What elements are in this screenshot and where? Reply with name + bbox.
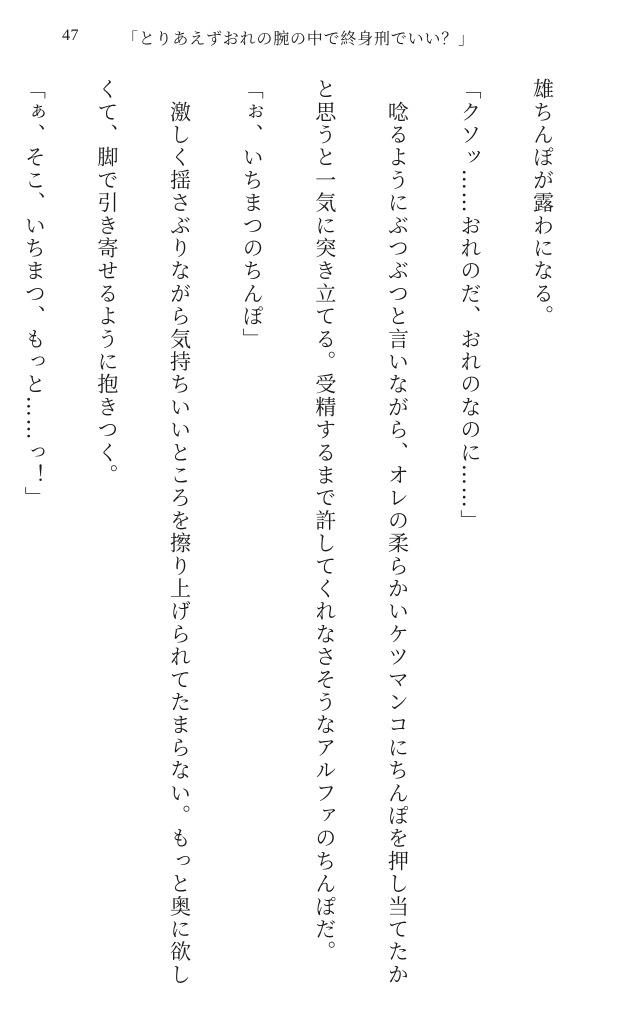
body-text (0, 78, 603, 986)
text-line: 「クソッ……おれのだ、おれのなのに……」 (457, 78, 483, 532)
text-line: 雄ちんぽが露わになる。 (530, 78, 556, 328)
text-line: くて、脚で引き寄せるように抱きつく。 (94, 78, 120, 487)
text-line: と思うと一気に突き立てる。受精するまで許してくれなさそうなアルファのちんぽだ。 (312, 78, 338, 964)
text-line: 唸るようにぶつぶつと言いながら、オレの柔らかいケツマンコにちんぽを押し当てたか (385, 78, 411, 986)
text-line: 「ぉ、いちまつのちんぽ」 (240, 78, 266, 351)
text-line: 激しく揺さぶりながら気持ちいいところを擦り上げられてたまらない。もっと奥に欲し (167, 78, 193, 986)
text-line: 「ぁ、そこ、いちまつ、もっと……っ！」 (22, 78, 48, 510)
running-header: 「とりあえずおれの腕の中で終身刑でいい？」 (122, 29, 475, 48)
page-number: 47 (62, 27, 79, 44)
